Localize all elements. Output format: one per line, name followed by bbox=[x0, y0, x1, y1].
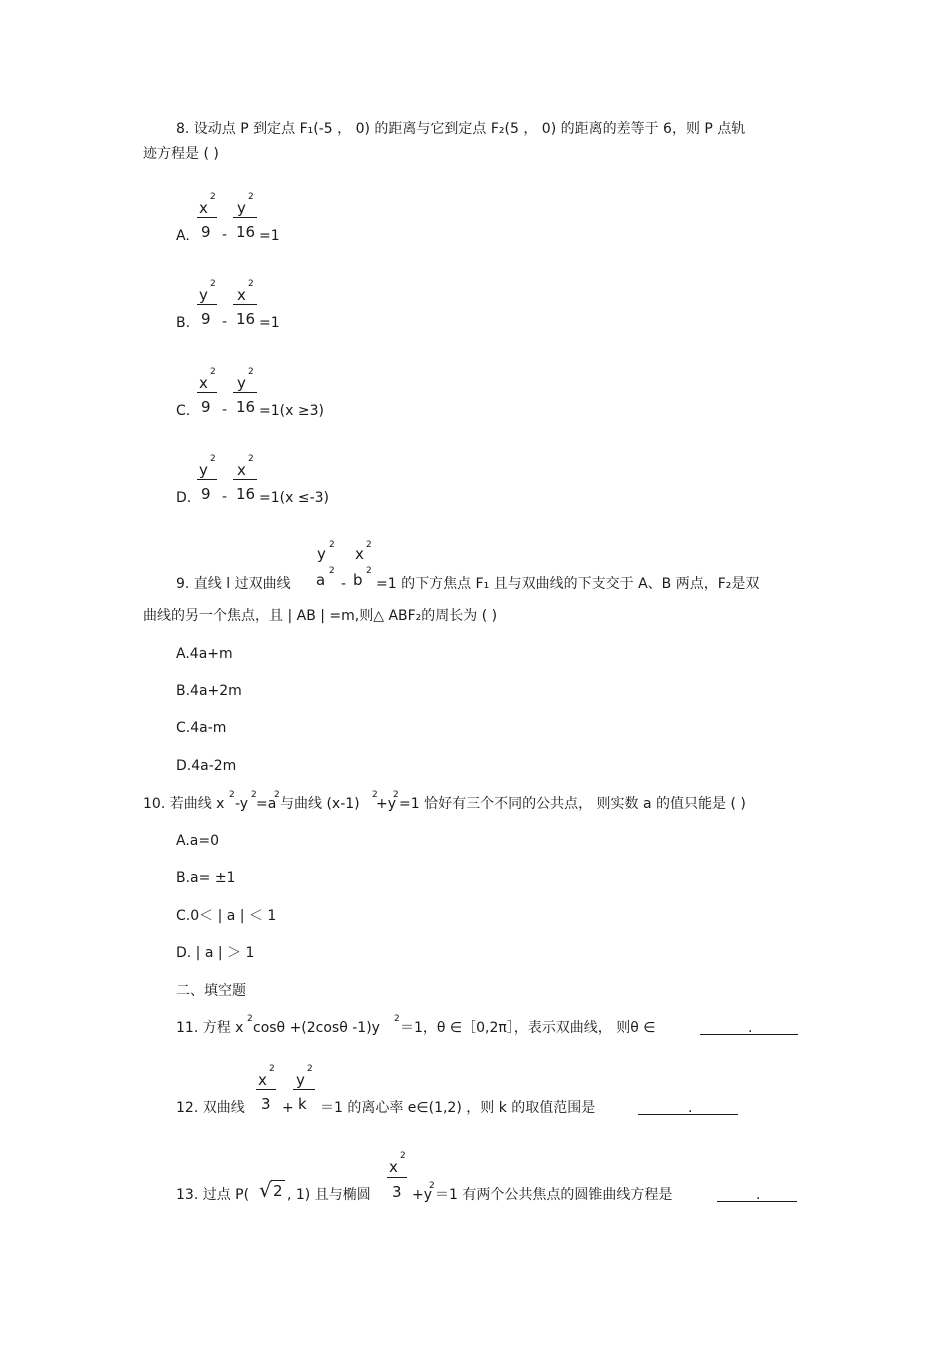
exponent: 2 bbox=[210, 192, 216, 202]
numerator: x bbox=[199, 374, 208, 392]
blank-period: . bbox=[688, 1100, 693, 1116]
exponent: 2 bbox=[429, 1181, 435, 1191]
exponent: 2 bbox=[247, 1014, 253, 1024]
exponent: 2 bbox=[210, 367, 216, 377]
blank-period: . bbox=[756, 1187, 761, 1203]
exponent: 2 bbox=[366, 566, 372, 576]
numerator: y bbox=[237, 374, 246, 392]
q9-term1-lower: a bbox=[316, 571, 326, 589]
q10-option-a[interactable]: A.a=0 bbox=[176, 833, 219, 849]
sqrt-radical-icon: √ bbox=[259, 1178, 272, 1202]
option-tail: =1 bbox=[259, 228, 280, 244]
q12-stem-suffix: ＝1 的离心率 e∈(1,2) ，则 k 的取值范围是 bbox=[320, 1100, 596, 1116]
exponent: 2 bbox=[393, 790, 399, 800]
radicand: 2 bbox=[273, 1182, 283, 1200]
q9-term1-upper: y bbox=[317, 545, 326, 563]
fraction-bar bbox=[387, 1177, 407, 1178]
q9-stem-prefix: 9. 直线 l 过双曲线 bbox=[176, 576, 291, 592]
fraction-bar bbox=[293, 1089, 315, 1090]
minus-sign: - bbox=[222, 227, 228, 243]
minus-sign: - bbox=[222, 402, 228, 418]
q10-stem-part: =1 恰好有三个不同的公共点， 则实数 a 的值只能是 ( ) bbox=[399, 796, 746, 812]
fraction-bar bbox=[233, 479, 257, 480]
denominator: 16 bbox=[236, 223, 256, 241]
exponent: 2 bbox=[366, 540, 372, 550]
section-heading: 二、填空题 bbox=[176, 983, 246, 999]
q8-stem-line2: 迹方程是 ( ) bbox=[143, 146, 219, 162]
exponent: 2 bbox=[400, 1151, 406, 1161]
option-tail: =1 bbox=[259, 315, 280, 331]
numerator: y bbox=[199, 461, 208, 479]
q10-stem-part: -y bbox=[235, 796, 249, 812]
numerator: x bbox=[237, 286, 246, 304]
numerator: y bbox=[199, 286, 208, 304]
numerator: x bbox=[258, 1071, 267, 1089]
fraction-bar bbox=[233, 304, 257, 305]
q12-stem-prefix: 12. 双曲线 bbox=[176, 1100, 245, 1116]
exponent: 2 bbox=[372, 790, 378, 800]
q9-option-b[interactable]: B.4a+2m bbox=[176, 683, 242, 699]
exponent: 2 bbox=[394, 1014, 400, 1024]
exponent: 2 bbox=[229, 790, 235, 800]
exponent: 2 bbox=[274, 790, 280, 800]
exponent: 2 bbox=[210, 279, 216, 289]
fraction-bar bbox=[233, 217, 257, 218]
fraction-bar bbox=[197, 392, 217, 393]
q13-stem-mid: , 1) 且与椭圆 bbox=[287, 1187, 371, 1203]
numerator: x bbox=[389, 1158, 398, 1176]
denominator: 16 bbox=[236, 398, 256, 416]
q10-stem-part: +y bbox=[376, 796, 397, 812]
option-label: A. bbox=[176, 228, 190, 244]
numerator: y bbox=[237, 199, 246, 217]
q10-option-d[interactable]: D. | a | ＞ 1 bbox=[176, 945, 255, 961]
fraction-bar bbox=[233, 392, 257, 393]
plus-sign: + bbox=[282, 1100, 294, 1116]
q13-stem-part: +y bbox=[412, 1187, 433, 1203]
q9-option-a[interactable]: A.4a+m bbox=[176, 646, 233, 662]
option-tail: =1(x ≥3) bbox=[259, 403, 324, 419]
exponent: 2 bbox=[329, 540, 335, 550]
q9-stem-line2: 曲线的另一个焦点，且 | AB | =m,则△ ABF₂的周长为 ( ) bbox=[143, 608, 498, 624]
q10-stem-part: 10. 若曲线 x bbox=[143, 796, 225, 812]
exponent: 2 bbox=[329, 566, 335, 576]
exponent: 2 bbox=[269, 1064, 275, 1074]
q8-stem-line1: 8. 设动点 P 到定点 F₁(-5 ， 0) 的距离与它到定点 F₂(5 ， 0) 的距离的差等于 6，则 P 点轨 bbox=[176, 121, 746, 137]
fraction-bar bbox=[197, 479, 217, 480]
exponent: 2 bbox=[307, 1064, 313, 1074]
q10-stem-part: 与曲线 (x-1) bbox=[280, 796, 360, 812]
q10-option-c[interactable]: C.0＜ | a | ＜ 1 bbox=[176, 908, 277, 924]
q9-term2-upper: x bbox=[355, 545, 364, 563]
q11-stem-part: ＝1，θ ∈［0,2π］，表示双曲线， 则θ ∈ bbox=[400, 1020, 656, 1036]
minus-sign: - bbox=[341, 576, 347, 592]
denominator: 16 bbox=[236, 485, 256, 503]
q13-stem-prefix: 13. 过点 P( bbox=[176, 1187, 250, 1203]
option-label: D. bbox=[176, 490, 192, 506]
option-label: C. bbox=[176, 403, 191, 419]
denominator: 16 bbox=[236, 310, 256, 328]
fraction-bar bbox=[197, 217, 217, 218]
q9-term2-lower: b bbox=[353, 571, 363, 589]
exponent: 2 bbox=[248, 454, 254, 464]
option-label: B. bbox=[176, 315, 191, 331]
minus-sign: - bbox=[222, 489, 228, 505]
q11-stem-part: cosθ +(2cosθ -1)y bbox=[253, 1020, 380, 1036]
blank-period: . bbox=[748, 1020, 753, 1036]
denominator: k bbox=[298, 1095, 307, 1113]
q13-stem-suffix: ＝1 有两个公共焦点的圆锥曲线方程是 bbox=[435, 1187, 673, 1203]
numerator: x bbox=[199, 199, 208, 217]
minus-sign: - bbox=[222, 314, 228, 330]
q9-option-c[interactable]: C.4a-m bbox=[176, 720, 227, 736]
denominator: 3 bbox=[392, 1183, 402, 1201]
fraction-bar bbox=[197, 304, 217, 305]
q9-stem-suffix: =1 的下方焦点 F₁ 且与双曲线的下支交于 A、B 两点，F₂是双 bbox=[376, 576, 760, 592]
option-tail: =1(x ≤-3) bbox=[259, 490, 329, 506]
denominator: 9 bbox=[201, 223, 211, 241]
denominator: 3 bbox=[261, 1095, 271, 1113]
q10-stem-part: =a bbox=[256, 796, 277, 812]
exponent: 2 bbox=[248, 192, 254, 202]
denominator: 9 bbox=[201, 398, 211, 416]
fraction-bar bbox=[256, 1089, 276, 1090]
exponent: 2 bbox=[248, 367, 254, 377]
q9-option-d[interactable]: D.4a-2m bbox=[176, 758, 237, 774]
radical-overline bbox=[271, 1180, 285, 1181]
numerator: x bbox=[237, 461, 246, 479]
q10-option-b[interactable]: B.a= ±1 bbox=[176, 870, 236, 886]
denominator: 9 bbox=[201, 310, 211, 328]
q11-stem-part: 11. 方程 x bbox=[176, 1020, 244, 1036]
exponent: 2 bbox=[210, 454, 216, 464]
numerator: y bbox=[296, 1071, 305, 1089]
exponent: 2 bbox=[251, 790, 257, 800]
denominator: 9 bbox=[201, 485, 211, 503]
exponent: 2 bbox=[248, 279, 254, 289]
